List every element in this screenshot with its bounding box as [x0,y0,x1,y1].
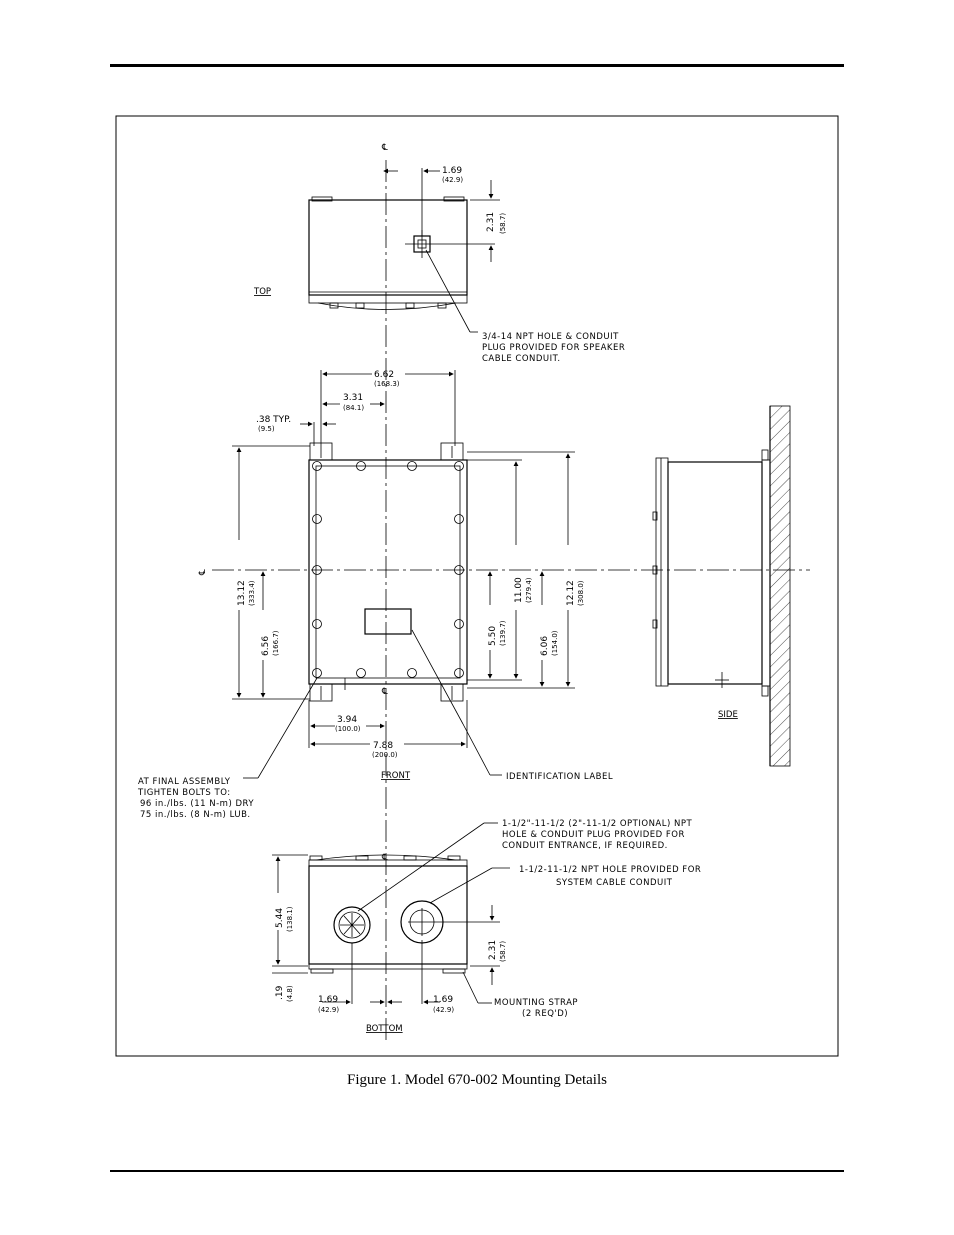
top-offset-dim-mm: (42.9) [442,176,464,184]
height-hole-half-dim-mm: (154.0) [551,630,559,656]
bottom-strap-dim-mm: (4.8) [286,985,294,1002]
height-overall-dim: 13.12 [237,580,247,606]
figure-caption: Figure 1. Model 670-002 Mounting Details [347,1072,607,1088]
assembly-note-3: 96 in./lbs. (11 N-m) DRY [140,799,255,809]
centerline-symbol-front: ℄ [382,687,388,697]
height-hole-spacing-dim: 12.12 [566,580,576,606]
bottom-view [272,823,510,1004]
front-half-width-dim-mm: (84.1) [343,404,365,412]
conduit-optional-note-2: HOLE & CONDUIT PLUG PROVIDED FOR [502,830,685,840]
conduit-optional-note-1: 1-1/2"-11-1/2 (2"-11-1/2 OPTIONAL) NPT [502,819,693,829]
mounting-strap-note-2: (2 REQ'D) [522,1009,569,1019]
height-inner-dim-mm: (279.4) [525,577,533,603]
mounting-strap-note-1: MOUNTING STRAP [494,998,579,1008]
height-overall-dim-mm: (333.4) [248,580,256,606]
speaker-hole-note-1: 3/4-14 NPT HOLE & CONDUIT [482,332,619,342]
tab-width-dim-mm: (9.5) [258,425,275,433]
top-offset-dim: 1.69 [442,166,463,176]
top-height-dim: 2.31 [486,211,496,232]
assembly-note-4: 75 in./lbs. (8 N-m) LUB. [140,810,251,820]
assembly-note-2: TIGHTEN BOLTS TO: [138,788,231,798]
bottom-hole-height-dim: 2.31 [488,939,498,960]
speaker-hole-note-2: PLUG PROVIDED FOR SPEAKER [482,343,626,353]
bottom-right-offset-dim: 1.69 [433,995,454,1005]
tab-width-dim: .38 TYP. [256,415,292,425]
front-width-half-bottom-dim: 3.94 [337,715,358,725]
bottom-right-offset-dim-mm: (42.9) [433,1006,455,1014]
front-view-label: FRONT [381,771,411,781]
height-half-dim: 6.56 [261,635,271,656]
assembly-note-1: AT FINAL ASSEMBLY [138,777,231,787]
centerline-symbol-top: ℄ [382,143,388,153]
height-inner-dim: 11.00 [514,577,524,603]
side-view-label: SIDE [718,710,738,720]
height-hole-spacing-dim-mm: (308.0) [577,580,585,606]
system-cable-note-2: SYSTEM CABLE CONDUIT [556,878,673,888]
bottom-hole-height-dim-mm: (58.7) [499,940,507,962]
bottom-depth-dim-mm: (138.1) [286,906,294,932]
height-inner-half-dim: 5.50 [488,625,498,646]
system-cable-note-1: 1-1/2-11-1/2 NPT HOLE PROVIDED FOR [519,865,702,875]
height-hole-half-dim: 6.06 [540,635,550,656]
bottom-view-label: BOTTOM [366,1024,403,1034]
top-view [309,168,500,332]
front-width-overall-dim-mm: (168.3) [374,380,400,388]
front-width-bottom-dim-mm: (200.0) [372,751,398,759]
front-width-half-bottom-dim-mm: (100.0) [335,725,361,733]
conduit-optional-note-3: CONDUIT ENTRANCE, IF REQUIRED. [502,841,668,851]
top-view-label: TOP [254,287,272,297]
centerline-symbol-bottom: ℄ [382,853,388,863]
height-inner-half-dim-mm: (139.7) [499,620,507,646]
front-half-width-dim: 3.31 [343,393,364,403]
centerline-symbol-left: ℄ [198,569,208,575]
footer-rule [110,1170,844,1172]
front-width-overall-dim: 6.62 [374,370,395,380]
height-half-dim-mm: (166.7) [272,630,280,656]
top-height-dim-mm: (58.7) [499,212,507,234]
bottom-depth-dim: 5.44 [275,907,285,928]
identification-label-note: IDENTIFICATION LABEL [506,772,614,782]
speaker-hole-note-3: CABLE CONDUIT. [482,354,561,364]
bottom-strap-dim: .19 [275,985,285,1000]
front-width-bottom-dim: 7.88 [373,741,394,751]
bottom-left-offset-dim-mm: (42.9) [318,1006,340,1014]
drawing-frame [116,116,838,1056]
bottom-left-offset-dim: 1.69 [318,995,339,1005]
